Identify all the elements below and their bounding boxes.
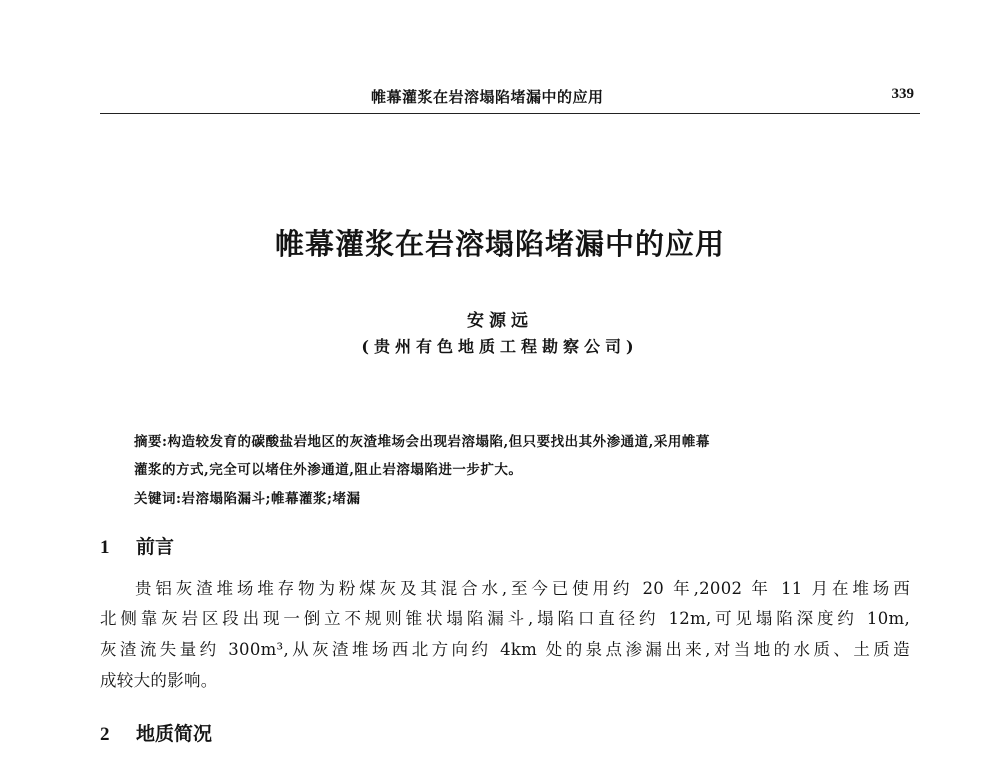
affiliation: (贵州有色地质工程勘察公司) xyxy=(361,337,639,356)
section-number: 2 xyxy=(100,724,110,745)
running-head xyxy=(100,84,920,108)
body-line: 成较大的影响。 xyxy=(100,671,218,690)
header-rule xyxy=(100,113,920,114)
section-title: 前言 xyxy=(136,536,175,558)
running-title: 帷幕灌浆在岩溶塌陷堵漏中的应用 xyxy=(371,88,604,106)
section-title: 地质简况 xyxy=(136,723,213,745)
section-heading xyxy=(100,532,174,559)
author: 安源远 xyxy=(467,311,533,331)
body-line: 贵铝灰渣堆场堆存物为粉煤灰及其混合水,至今已使用约 20 年,2002 年 11 月在堆场西 xyxy=(135,579,910,598)
page-number: 339 xyxy=(891,86,914,102)
abstract-line: 灌浆的方式,完全可以堵住外渗通道,阻止岩溶塌陷进一步扩大。 xyxy=(134,462,523,478)
abstract-line: 摘要:构造较发育的碳酸盐岩地区的灰渣堆场会出现岩溶塌陷,但只要找出其外渗通道,采用帷幕 xyxy=(134,434,710,450)
body-line: 灰渣流失量约 300m³,从灰渣堆场西北方向约 4km 处的泉点渗漏出来,对当地的水质、土质造 xyxy=(100,640,910,659)
body-line: 北侧靠灰岩区段出现一倒立不规则锥状塌陷漏斗,塌陷口直径约 12m,可见塌陷深度约 10m, xyxy=(100,609,910,628)
keywords: 关键词:岩溶塌陷漏斗;帷幕灌浆;堵漏 xyxy=(134,491,361,507)
section-heading xyxy=(100,719,212,746)
section-number: 1 xyxy=(100,537,110,558)
paper-title: 帷幕灌浆在岩溶塌陷堵漏中的应用 xyxy=(274,227,725,261)
